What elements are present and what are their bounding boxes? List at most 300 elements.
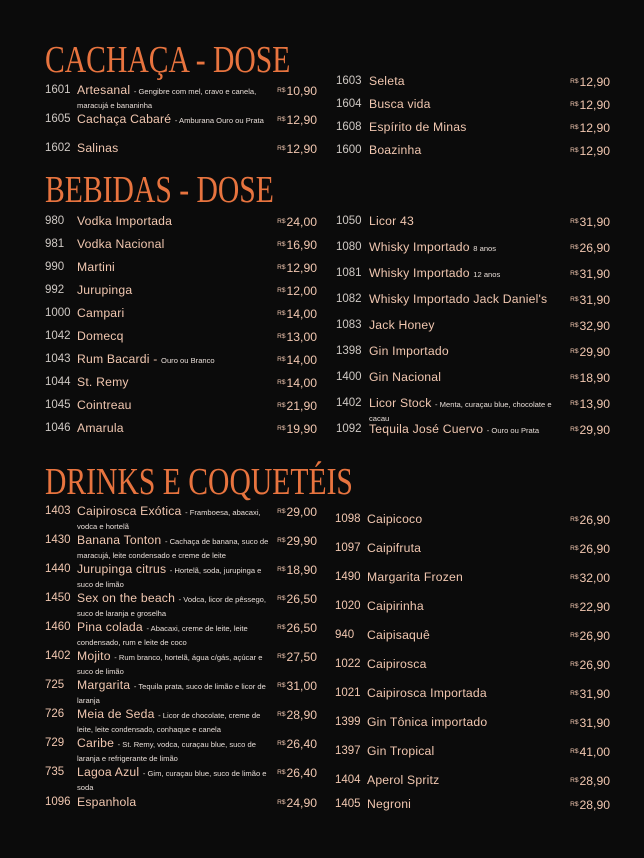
item-name: Vodka Importada <box>77 214 173 228</box>
item-name-group <box>369 318 435 332</box>
item-name-group <box>77 649 269 677</box>
price-value: 12,90 <box>579 144 610 158</box>
item-code: 1450 <box>45 592 71 604</box>
item-name-group <box>77 141 118 155</box>
currency-symbol: R$ <box>570 603 579 610</box>
item-code: 726 <box>45 708 65 720</box>
item-name-group <box>77 329 124 343</box>
item-price <box>570 774 610 788</box>
item-price <box>570 798 610 812</box>
item-name: Amarula <box>77 421 124 435</box>
currency-symbol: R$ <box>277 333 286 340</box>
currency-symbol: R$ <box>277 310 286 317</box>
item-description: - Vodca, licor de pêssego, suco de laranja e groselha <box>77 595 267 618</box>
item-code: 1440 <box>45 563 71 575</box>
item-code: 1397 <box>335 745 361 757</box>
item-name: Whisky Importado Jack Daniel's <box>369 292 548 306</box>
item-name-group <box>77 237 165 251</box>
item-name-group <box>367 744 434 758</box>
item-name: Jurupinga <box>77 283 133 297</box>
item-code: 1021 <box>335 687 361 699</box>
currency-symbol: R$ <box>570 516 579 523</box>
item-name-group <box>369 214 414 228</box>
item-code: 1404 <box>335 774 361 786</box>
currency-symbol: R$ <box>570 218 579 225</box>
currency-symbol: R$ <box>570 124 579 131</box>
item-code: 1022 <box>335 658 361 670</box>
item-name-group <box>77 112 269 126</box>
item-price <box>570 241 610 255</box>
currency-symbol: R$ <box>277 595 286 602</box>
item-description: - Gengibre com mel, cravo e canela, maracujá e bananinha <box>77 87 257 110</box>
item-name: Salinas <box>77 141 119 155</box>
item-code: 1043 <box>45 353 71 365</box>
item-code: 1097 <box>335 542 361 554</box>
price-value: 29,90 <box>579 423 610 437</box>
item-code: 1092 <box>336 423 362 435</box>
item-name: Campari <box>77 306 125 320</box>
currency-symbol: R$ <box>277 402 286 409</box>
price-value: 32,90 <box>579 319 610 333</box>
item-code: 1399 <box>335 716 361 728</box>
item-name-group <box>369 370 441 384</box>
price-value: 31,00 <box>286 679 317 693</box>
item-name-group <box>77 83 269 111</box>
item-price <box>570 397 610 411</box>
item-code: 1050 <box>336 215 362 227</box>
item-code: 1430 <box>45 534 71 546</box>
item-code: 1605 <box>45 113 71 125</box>
currency-symbol: R$ <box>277 740 286 747</box>
item-code: 1081 <box>336 267 362 279</box>
item-name: Martini <box>77 260 115 274</box>
price-value: 19,90 <box>286 422 317 436</box>
price-value: 29,00 <box>286 505 317 519</box>
price-value: 18,90 <box>579 371 610 385</box>
item-name-group <box>77 620 269 648</box>
currency-symbol: R$ <box>277 356 286 363</box>
currency-symbol: R$ <box>570 777 579 784</box>
price-value: 26,40 <box>286 766 317 780</box>
item-price <box>277 650 317 664</box>
item-price <box>277 376 317 390</box>
item-name-group <box>77 283 132 297</box>
currency-symbol: R$ <box>570 374 579 381</box>
item-name-group <box>369 396 561 424</box>
item-price <box>277 679 317 693</box>
item-name: Cachaça Cabaré <box>77 112 172 126</box>
price-value: 22,90 <box>579 600 610 614</box>
item-name-group <box>367 541 421 555</box>
item-name-group <box>77 591 269 619</box>
price-value: 26,50 <box>286 592 317 606</box>
item-name: Cointreau <box>77 398 132 412</box>
item-name: Jurupinga citrus <box>77 562 167 576</box>
item-name-group <box>77 533 269 561</box>
item-price <box>570 571 610 585</box>
item-description: Ouro ou Branco <box>161 356 215 365</box>
item-name-group <box>77 678 269 706</box>
item-code: 1405 <box>335 798 361 810</box>
price-value: 12,90 <box>286 261 317 275</box>
item-price <box>570 658 610 672</box>
item-price <box>570 423 610 437</box>
currency-symbol: R$ <box>570 690 579 697</box>
price-value: 12,90 <box>579 98 610 112</box>
item-name-group <box>367 570 463 584</box>
item-name: Gin Tônica importado <box>367 715 488 729</box>
item-name: Rum Bacardi - <box>77 352 158 366</box>
item-code: 1400 <box>336 371 362 383</box>
price-value: 27,50 <box>286 650 317 664</box>
price-value: 26,90 <box>579 241 610 255</box>
item-code: 1403 <box>45 505 71 517</box>
item-code: 1080 <box>336 241 362 253</box>
item-name-group <box>367 773 439 787</box>
item-code: 940 <box>335 629 355 641</box>
item-code: 1045 <box>45 399 71 411</box>
item-price <box>277 592 317 606</box>
item-name: Gin Nacional <box>369 370 442 384</box>
item-price <box>570 600 610 614</box>
item-name-group <box>77 562 269 590</box>
item-name-group <box>369 97 431 111</box>
item-name-group <box>367 599 424 613</box>
currency-symbol: R$ <box>570 296 579 303</box>
currency-symbol: R$ <box>277 287 286 294</box>
item-name-group <box>369 344 449 358</box>
item-name-group <box>77 375 129 389</box>
item-name-group <box>77 504 269 532</box>
item-name: Caipicoco <box>367 512 423 526</box>
price-value: 26,90 <box>579 658 610 672</box>
item-price <box>570 513 610 527</box>
item-name: Espanhola <box>77 795 137 809</box>
item-price <box>277 142 317 156</box>
item-code: 1603 <box>336 75 362 87</box>
currency-symbol: R$ <box>277 566 286 573</box>
item-code: 981 <box>45 238 65 250</box>
item-code: 1042 <box>45 330 71 342</box>
item-name: Negroni <box>367 797 412 811</box>
item-price <box>277 737 317 751</box>
item-price <box>570 144 610 158</box>
item-description: - Hortelã, soda, jurupinga e suco de limão <box>77 566 262 589</box>
item-description: - Menta, curaçau blue, chocolate e cacau <box>369 400 552 423</box>
item-name: Licor 43 <box>369 214 414 228</box>
item-name: Artesanal <box>77 83 131 97</box>
section-title-drinks: DRINKS E COQUETÉIS <box>45 461 353 503</box>
currency-symbol: R$ <box>570 719 579 726</box>
currency-symbol: R$ <box>277 624 286 631</box>
item-name-group <box>77 352 215 366</box>
item-name: Caipirosca Exótica <box>77 504 182 518</box>
currency-symbol: R$ <box>570 78 579 85</box>
item-code: 1490 <box>335 571 361 583</box>
item-price <box>570 121 610 135</box>
price-value: 26,90 <box>579 513 610 527</box>
item-name: Caipirinha <box>367 599 424 613</box>
currency-symbol: R$ <box>277 711 286 718</box>
item-name: St. Remy <box>77 375 129 389</box>
item-name-group <box>369 143 421 157</box>
item-name-group <box>369 120 467 134</box>
item-name-group <box>77 398 132 412</box>
item-price <box>570 293 610 307</box>
item-name: Banana Tonton <box>77 533 162 547</box>
item-price <box>277 215 317 229</box>
currency-symbol: R$ <box>277 799 286 806</box>
item-name-group <box>369 422 539 436</box>
item-name: Domecq <box>77 329 124 343</box>
item-code: 1096 <box>45 796 71 808</box>
item-name-group <box>367 686 487 700</box>
item-code: 1600 <box>336 144 362 156</box>
item-price <box>570 267 610 281</box>
price-value: 12,90 <box>579 121 610 135</box>
price-value: 31,90 <box>579 215 610 229</box>
item-code: 992 <box>45 284 65 296</box>
price-value: 14,00 <box>286 353 317 367</box>
item-name-group <box>367 628 430 642</box>
item-name: Margarita <box>77 678 131 692</box>
price-value: 28,90 <box>579 774 610 788</box>
item-code: 1602 <box>45 142 71 154</box>
item-name-group <box>77 765 269 793</box>
item-price <box>570 629 610 643</box>
currency-symbol: R$ <box>277 264 286 271</box>
price-value: 21,90 <box>286 399 317 413</box>
currency-symbol: R$ <box>570 661 579 668</box>
price-value: 28,90 <box>286 708 317 722</box>
price-value: 28,90 <box>579 798 610 812</box>
item-code: 1046 <box>45 422 71 434</box>
price-value: 24,90 <box>286 796 317 810</box>
item-name: Busca vida <box>369 97 431 111</box>
item-name: Gin Importado <box>369 344 449 358</box>
item-price <box>277 399 317 413</box>
item-price <box>570 687 610 701</box>
currency-symbol: R$ <box>570 348 579 355</box>
item-name-group <box>369 240 496 254</box>
item-code: 1020 <box>335 600 361 612</box>
price-value: 14,00 <box>286 376 317 390</box>
price-value: 12,90 <box>579 75 610 89</box>
cachaca-left-list <box>45 78 317 162</box>
item-name: Vodka Nacional <box>77 237 165 251</box>
item-name-group <box>369 266 500 280</box>
currency-symbol: R$ <box>570 545 579 552</box>
item-name-group <box>77 214 172 228</box>
price-value: 12,00 <box>286 284 317 298</box>
item-description: - Gim, curaçau blue, suco de limão e soda <box>77 769 267 792</box>
item-name: Caribe <box>77 736 115 750</box>
item-price <box>570 745 610 759</box>
item-price <box>570 215 610 229</box>
item-price <box>570 371 610 385</box>
item-name: Tequila José Cuervo <box>369 422 484 436</box>
item-price <box>277 84 317 98</box>
item-name: Lagoa Azul <box>77 765 140 779</box>
item-name: Caipifruta <box>367 541 422 555</box>
price-value: 31,90 <box>579 293 610 307</box>
item-code: 1000 <box>45 307 71 319</box>
item-name-group <box>367 797 411 811</box>
item-name-group <box>367 512 422 526</box>
currency-symbol: R$ <box>277 241 286 248</box>
item-price <box>570 75 610 89</box>
item-name: Aperol Spritz <box>367 773 440 787</box>
currency-symbol: R$ <box>277 425 286 432</box>
item-code: 1608 <box>336 121 362 133</box>
item-code: 725 <box>45 679 65 691</box>
currency-symbol: R$ <box>277 87 286 94</box>
item-description: - Abacaxi, creme de leite, leite condensado, rum e leite de coco <box>77 624 248 647</box>
currency-symbol: R$ <box>277 682 286 689</box>
item-name-group <box>77 260 115 274</box>
currency-symbol: R$ <box>570 400 579 407</box>
item-code: 980 <box>45 215 65 227</box>
item-code: 1604 <box>336 98 362 110</box>
item-name-group <box>369 292 547 306</box>
item-price <box>277 505 317 519</box>
section-title-bebidas: BEBIDAS - DOSE <box>45 169 274 211</box>
currency-symbol: R$ <box>277 218 286 225</box>
item-name-group <box>77 795 136 809</box>
item-description: - Amburana Ouro ou Prata <box>174 116 264 125</box>
price-value: 10,90 <box>286 84 317 98</box>
price-value: 41,00 <box>579 745 610 759</box>
item-price <box>277 563 317 577</box>
price-value: 16,90 <box>286 238 317 252</box>
currency-symbol: R$ <box>277 537 286 544</box>
price-value: 26,40 <box>286 737 317 751</box>
item-name: Seleta <box>369 74 405 88</box>
price-value: 26,90 <box>579 542 610 556</box>
item-name-group <box>369 74 405 88</box>
item-name-group <box>367 657 427 671</box>
price-value: 29,90 <box>579 345 610 359</box>
price-value: 18,90 <box>286 563 317 577</box>
item-name: Margarita Frozen <box>367 570 463 584</box>
item-price <box>277 534 317 548</box>
currency-symbol: R$ <box>570 748 579 755</box>
currency-symbol: R$ <box>570 632 579 639</box>
currency-symbol: R$ <box>277 769 286 776</box>
drinks-left-list <box>45 504 317 824</box>
item-code: 1601 <box>45 84 71 96</box>
item-name-group <box>77 306 124 320</box>
currency-symbol: R$ <box>277 145 286 152</box>
item-description: - Cachaça de banana, suco de maracujá, leite condensado e creme de leite <box>77 537 269 560</box>
item-price <box>277 330 317 344</box>
item-description: - Rum branco, hortelã, água c/gás, açúcar e suco de limão <box>77 653 263 676</box>
item-price <box>277 353 317 367</box>
item-name: Espírito de Minas <box>369 120 467 134</box>
item-price <box>277 284 317 298</box>
currency-symbol: R$ <box>570 426 579 433</box>
price-value: 26,50 <box>286 621 317 635</box>
price-value: 13,90 <box>579 397 610 411</box>
currency-symbol: R$ <box>570 147 579 154</box>
item-price <box>570 319 610 333</box>
cachaca-right-list <box>336 70 610 164</box>
item-name: Whisky Importado <box>369 240 470 254</box>
price-value: 26,90 <box>579 629 610 643</box>
item-description: - St. Remy, vodca, curaçau blue, suco de laranja e refrigerante de limão <box>77 740 256 763</box>
item-name: Gin Tropical <box>367 744 435 758</box>
item-price <box>277 307 317 321</box>
item-description: - Ouro ou Prata <box>486 426 540 435</box>
item-name-group <box>367 715 487 729</box>
item-code: 990 <box>45 261 65 273</box>
item-code: 735 <box>45 766 65 778</box>
item-code: 1082 <box>336 293 362 305</box>
price-value: 31,90 <box>579 716 610 730</box>
item-code: 729 <box>45 737 65 749</box>
price-value: 12,90 <box>286 142 317 156</box>
currency-symbol: R$ <box>570 322 579 329</box>
item-name: Caipirosca Importada <box>367 686 487 700</box>
item-price <box>570 98 610 112</box>
bebidas-left-list <box>45 212 317 442</box>
item-code: 1460 <box>45 621 71 633</box>
item-name: Mojito <box>77 649 111 663</box>
currency-symbol: R$ <box>570 801 579 808</box>
price-value: 14,00 <box>286 307 317 321</box>
price-value: 13,00 <box>286 330 317 344</box>
item-code: 1098 <box>335 513 361 525</box>
item-name: Sex on the beach <box>77 591 176 605</box>
item-name: Caipisaquê <box>367 628 430 642</box>
currency-symbol: R$ <box>570 270 579 277</box>
item-price <box>277 796 317 810</box>
item-code: 1402 <box>336 397 362 409</box>
item-name-group <box>77 707 269 735</box>
currency-symbol: R$ <box>277 116 286 123</box>
item-description: 8 anos <box>473 244 497 253</box>
item-name: Meia de Seda <box>77 707 155 721</box>
drinks-right-list <box>335 504 610 824</box>
item-price <box>570 542 610 556</box>
item-name-group <box>77 421 124 435</box>
price-value: 24,00 <box>286 215 317 229</box>
currency-symbol: R$ <box>277 508 286 515</box>
item-description: - Framboesa, abacaxi, vodca e hortelã <box>77 508 261 531</box>
item-code: 1044 <box>45 376 71 388</box>
price-value: 32,00 <box>579 571 610 585</box>
price-value: 31,90 <box>579 267 610 281</box>
item-name: Caipirosca <box>367 657 427 671</box>
section-title-cachaca: CACHAÇA - DOSE <box>45 39 291 81</box>
item-description: - Licor de chocolate, creme de leite, leite condensado, conhaque e canela <box>77 711 261 734</box>
item-name: Licor Stock <box>369 396 432 410</box>
item-price <box>277 766 317 780</box>
item-price <box>277 238 317 252</box>
currency-symbol: R$ <box>277 379 286 386</box>
item-price <box>277 113 317 127</box>
item-description: - Tequila prata, suco de limão e licor de laranja <box>77 682 266 705</box>
item-price <box>277 621 317 635</box>
item-price <box>277 422 317 436</box>
item-price <box>277 261 317 275</box>
item-name-group <box>77 736 269 764</box>
item-name: Pina colada <box>77 620 143 634</box>
price-value: 31,90 <box>579 687 610 701</box>
currency-symbol: R$ <box>570 574 579 581</box>
item-name: Jack Honey <box>369 318 435 332</box>
item-code: 1083 <box>336 319 362 331</box>
